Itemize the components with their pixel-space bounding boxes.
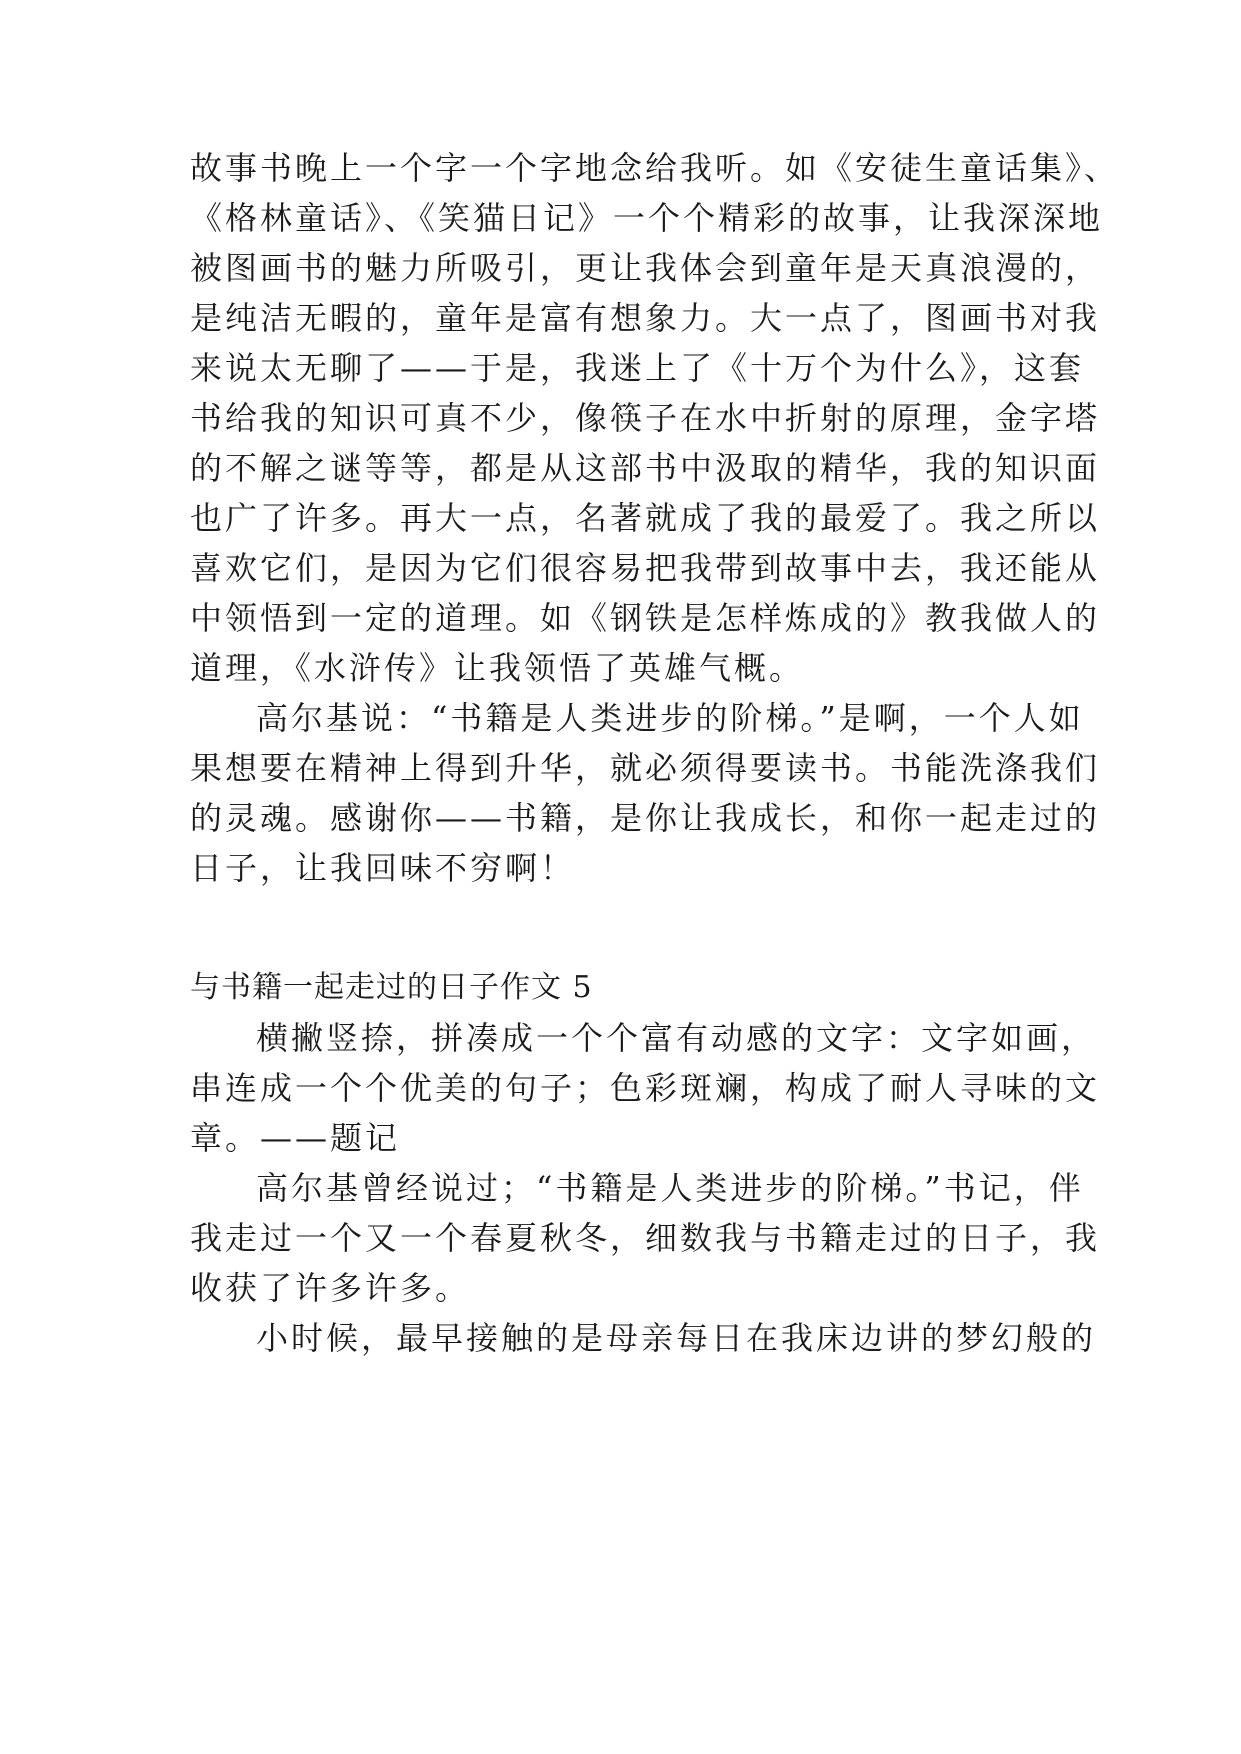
paragraph-line: 的不解之谜等等，都是从这部书中汲取的精华，我的知识面: [190, 449, 1101, 487]
paragraph-line: 高尔基曾经说过；“书籍是人类进步的阶梯。”书记，伴: [256, 1169, 1084, 1207]
paragraph-line: 也广了许多。再大一点，名著就成了我的最爱了。我之所以: [190, 499, 1101, 537]
paragraph-line: 来说太无聊了——于是，我迷上了《十万个为什么》，这套: [190, 349, 1085, 387]
paragraph-line: 果想要在精神上得到升华，就必须得要读书。书能洗涤我们: [190, 749, 1101, 787]
paragraph-line: 被图画书的魅力所吸引，更让我体会到童年是天真浪漫的，: [190, 249, 1101, 287]
section-heading: 与书籍一起走过的日子作文 5: [190, 970, 593, 1005]
paragraph-line: 中领悟到一定的道理。如《钢铁是怎样炼成的》教我做人的: [190, 599, 1101, 637]
paragraph-line: 道理，《水浒传》让我领悟了英雄气概。: [190, 649, 805, 687]
paragraph-line: 收获了许多许多。: [190, 1269, 471, 1307]
paragraph-line: 章。——题记: [190, 1119, 401, 1157]
paragraph-line: 横撇竖捺，拼凑成一个个富有动感的文字：文字如画，: [256, 1019, 1097, 1057]
paragraph-line: 高尔基说：“书籍是人类进步的阶梯。”是啊，一个人如: [256, 699, 1084, 737]
paragraph-line: 我走过一个又一个春夏秋冬，细数我与书籍走过的日子，我: [190, 1219, 1101, 1257]
paragraph-line: 喜欢它们，是因为它们很容易把我带到故事中去，我还能从: [190, 549, 1101, 587]
paragraph-line: 故事书晚上一个字一个字地念给我听。如《安徒生童话集》、: [190, 149, 1120, 187]
paragraph-line: 日子，让我回味不穷啊！: [190, 849, 576, 887]
paragraph-line: 《格林童话》、《笑猫日记》一个个精彩的故事，让我深深地: [190, 199, 1104, 237]
paragraph-line: 的灵魂。感谢你——书籍，是你让我成长，和你一起走过的: [190, 799, 1101, 837]
paragraph-line: 串连成一个个优美的句子；色彩斑斓，构成了耐人寻味的文: [190, 1069, 1101, 1107]
paragraph-line: 书给我的知识可真不少，像筷子在水中折射的原理，金字塔: [190, 399, 1101, 437]
paragraph-line: 是纯洁无暇的，童年是富有想象力。大一点了，图画书对我: [190, 299, 1101, 337]
paragraph-line: 小时候，最早接触的是母亲每日在我床边讲的梦幻般的: [256, 1319, 1097, 1357]
